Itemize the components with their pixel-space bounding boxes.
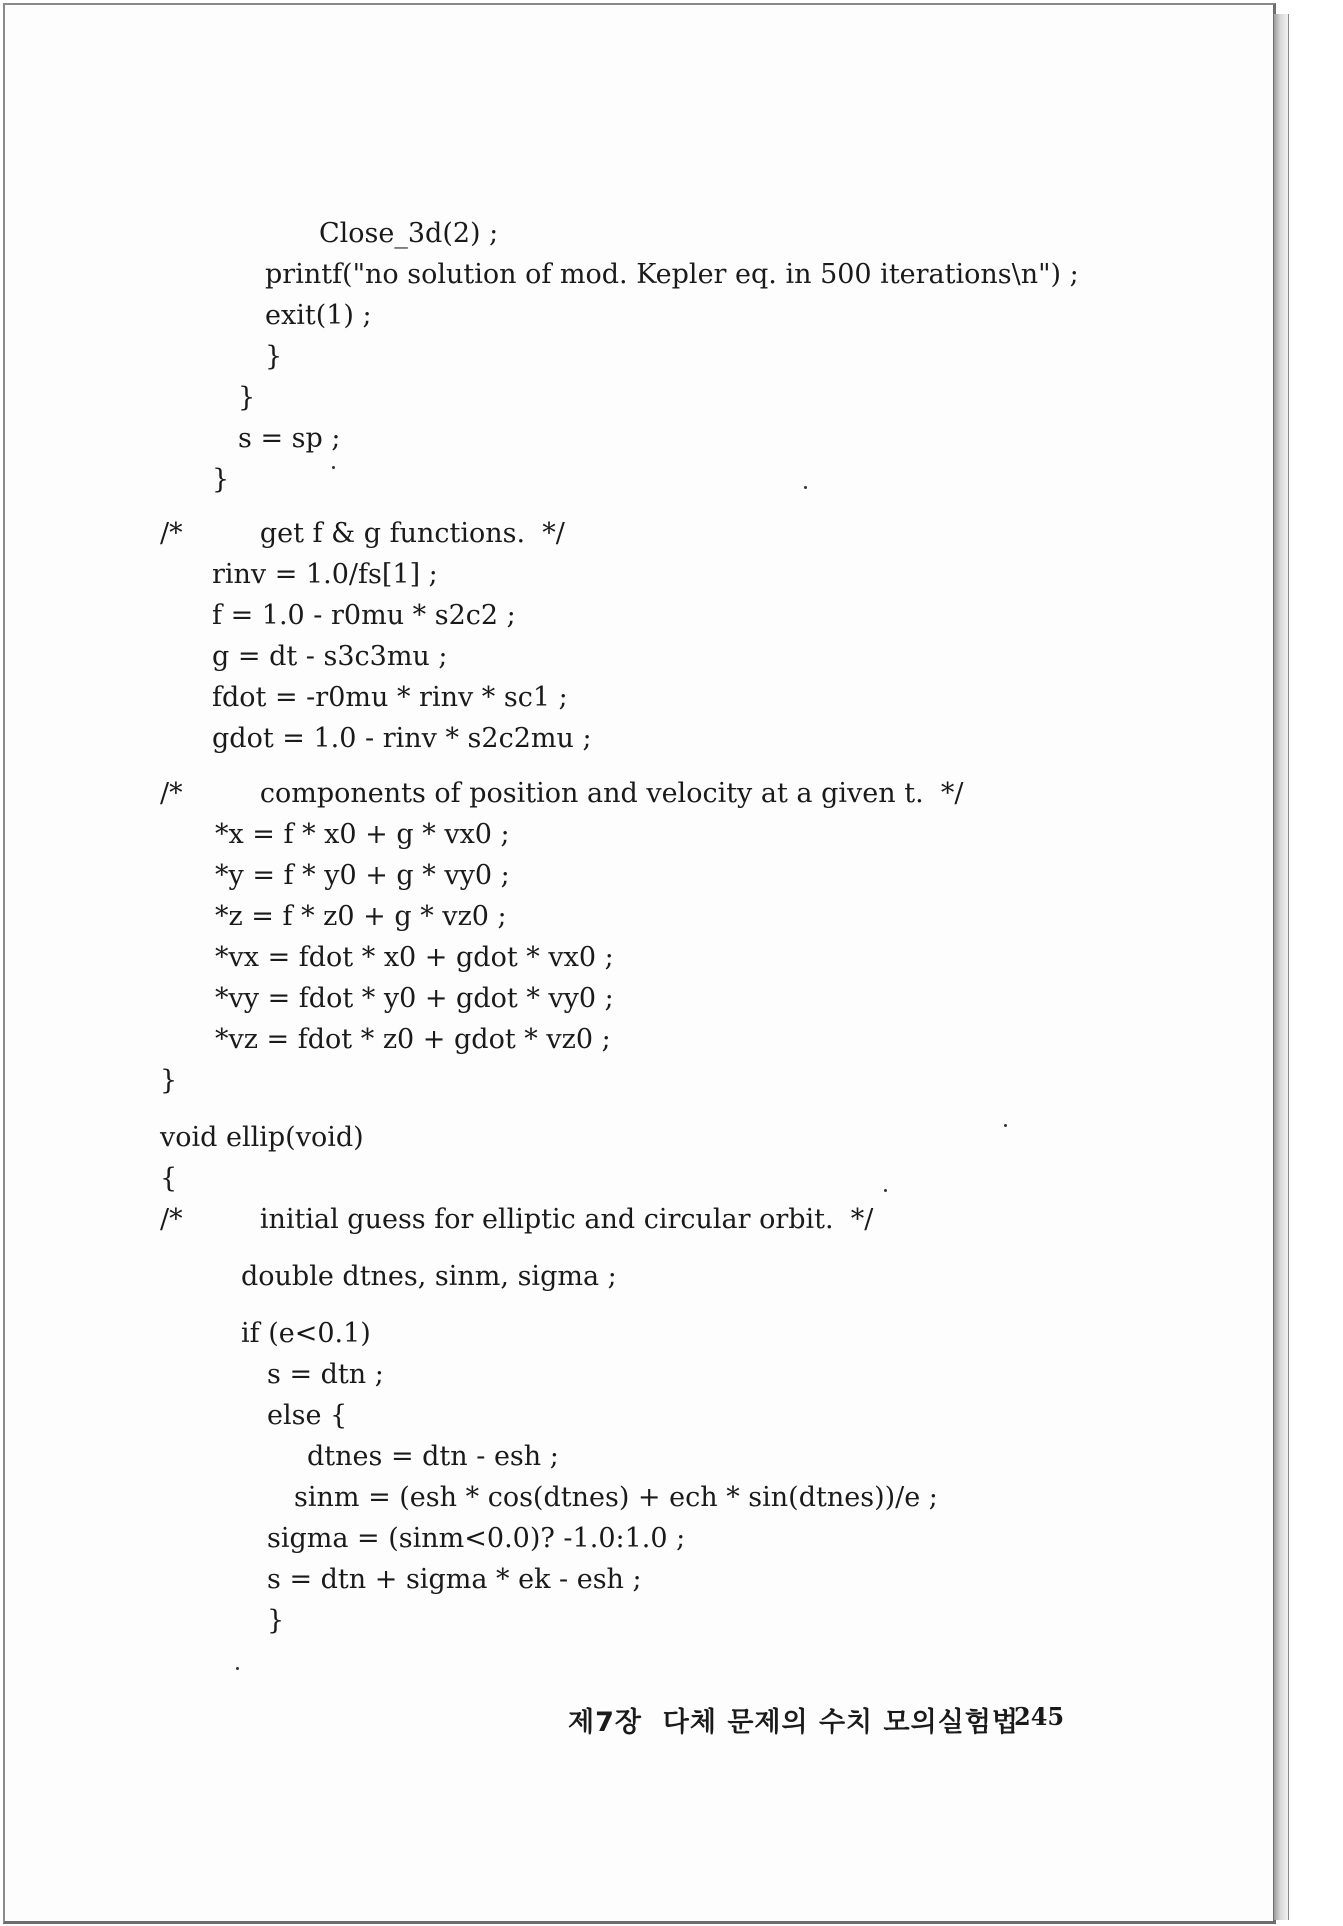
code-line: rinv = 1.0/fs[1] ; (212, 559, 438, 590)
scan-speck (804, 486, 807, 489)
code-line: s = dtn + sigma * ek - esh ; (267, 1564, 642, 1595)
code-line: fdot = -r0mu * rinv * sc1 ; (212, 682, 568, 713)
code-line: *x = f * x0 + g * vx0 ; (215, 819, 510, 850)
code-line: sigma = (sinm<0.0)? -1.0:1.0 ; (267, 1523, 686, 1554)
code-line: } (160, 1065, 178, 1096)
scan-speck (332, 466, 335, 469)
code-line: if (e<0.1) (241, 1318, 371, 1349)
code-line: double dtnes, sinm, sigma ; (241, 1261, 617, 1292)
code-line: } (238, 382, 256, 413)
comment-line: /* get f & g functions. */ (160, 518, 565, 549)
page-number: 245 (1014, 1702, 1065, 1731)
code-line: *z = f * z0 + g * vz0 ; (215, 901, 507, 932)
code-line: *vz = fdot * z0 + gdot * vz0 ; (215, 1024, 611, 1055)
code-line: exit(1) ; (265, 300, 372, 331)
code-line: { (160, 1163, 178, 1194)
code-line: *y = f * y0 + g * vy0 ; (215, 860, 510, 891)
code-line: } (267, 1605, 285, 1636)
function-signature: void ellip(void) (160, 1122, 364, 1153)
code-line: sinm = (esh * cos(dtnes) + ech * sin(dtnes))/e ; (294, 1482, 938, 1513)
scan-speck (884, 1189, 887, 1192)
code-line: printf("no solution of mod. Kepler eq. in 500 iterations\n") ; (265, 259, 1079, 290)
code-line: Close_3d(2) ; (319, 218, 499, 249)
code-line: } (212, 464, 230, 495)
code-line: dtnes = dtn - esh ; (307, 1441, 559, 1472)
code-line: gdot = 1.0 - rinv * s2c2mu ; (212, 723, 592, 754)
code-line: } (265, 341, 283, 372)
code-line: s = sp ; (238, 423, 341, 454)
comment-line: /* components of position and velocity at a given t. */ (160, 778, 964, 809)
code-line: g = dt - s3c3mu ; (212, 641, 448, 672)
code-line: *vy = fdot * y0 + gdot * vy0 ; (215, 983, 614, 1014)
scan-speck (236, 1667, 239, 1670)
scan-speck (1004, 1124, 1007, 1127)
code-line: s = dtn ; (267, 1359, 384, 1390)
code-line: *vx = fdot * x0 + gdot * vx0 ; (215, 942, 614, 973)
code-line: f = 1.0 - r0mu * s2c2 ; (212, 600, 516, 631)
code-line: else { (267, 1400, 348, 1431)
comment-line: /* initial guess for elliptic and circular orbit. */ (160, 1204, 874, 1235)
running-footer-title: 제7장 다체 문제의 수치 모의실험법 (568, 1707, 1019, 1738)
